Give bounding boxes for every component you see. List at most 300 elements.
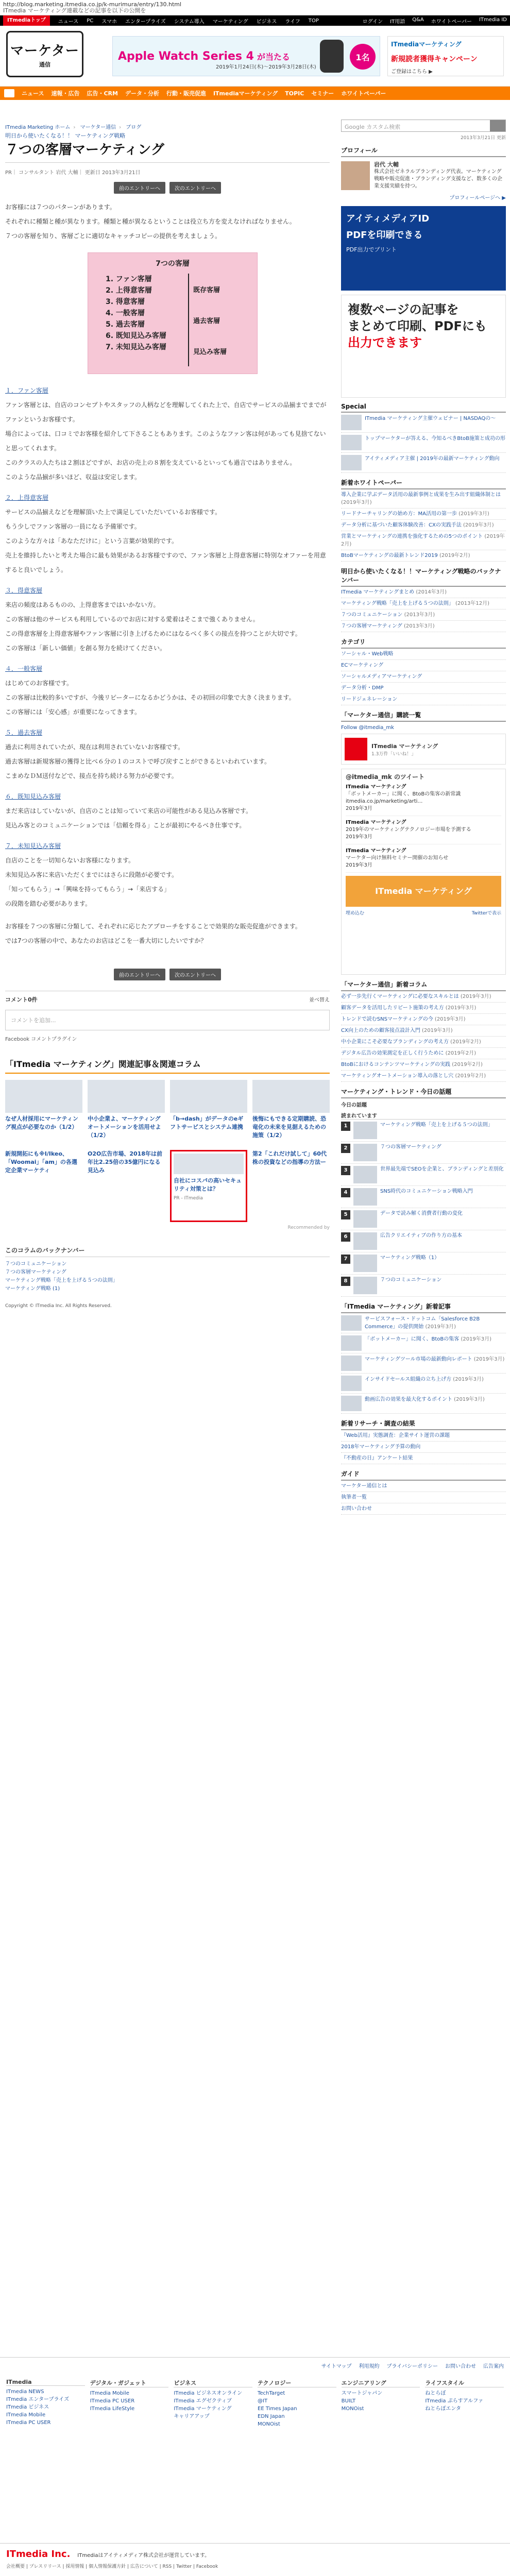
itmk-item-text: インサイドセールス組織の立ち上げ方 xyxy=(365,1377,452,1382)
logo-main-text: マーケター xyxy=(10,43,79,59)
ranking-thumbnail xyxy=(353,1232,377,1250)
banner-subtitle: が当たる xyxy=(257,52,291,62)
marketer-column-item-date: (2019年2月) xyxy=(453,1073,486,1079)
section-paragraph: 未知見込み客に来店いただくまでにはさらに段階が必要です。 xyxy=(5,871,178,878)
footer-column-item[interactable]: ITmedia NEWS xyxy=(6,2389,44,2395)
category-nav-item[interactable]: ニュース xyxy=(22,90,44,97)
closing-paragraph: では7つの客層の中で、あなたのお店はどこを一番大切にしたいですか？ xyxy=(5,937,207,944)
footer-column-item[interactable]: BUILT xyxy=(341,2398,356,2404)
related-thumbnail xyxy=(170,1080,247,1113)
footer-tagline: ITmediaはアイティメディア株式会社が運営しています。 xyxy=(77,2553,210,2558)
banner-badge: 1名 xyxy=(350,44,376,70)
author-name: 岩代 大輔 xyxy=(374,161,399,168)
column-item[interactable] xyxy=(341,621,506,632)
footer-column-item[interactable]: ITmedia エグゼクティブ xyxy=(174,2398,232,2404)
related-heading: 「ITmedia マーケティング」関連記事＆関連コラム xyxy=(5,1058,330,1074)
footer-column-item[interactable]: スマートジャパン xyxy=(341,2391,383,2396)
footer-column-item[interactable]: ITmedia PC USER xyxy=(6,2420,51,2426)
footer-column-item[interactable]: MONOist xyxy=(341,2406,364,2412)
global-nav-right-item[interactable]: ホワイトペーパー xyxy=(431,19,472,25)
ranking-number: 1 xyxy=(341,1122,350,1131)
intro-paragraph: それぞれに種類と種が異なります。種類と種が異なるということは役立ち方を変えなければなりません。 xyxy=(5,218,296,225)
marketer-column-item[interactable] xyxy=(341,1037,506,1048)
marketer-column-item[interactable] xyxy=(341,1048,506,1059)
special-item[interactable] xyxy=(341,453,506,473)
twitter-heading: @itmedia_mk のツイート xyxy=(346,773,425,781)
home-icon[interactable] xyxy=(4,89,14,97)
pager-top xyxy=(5,182,330,194)
segment-item: 2. 上得意客層 xyxy=(106,286,152,295)
facebook-page-name: ITmedia マーケティング xyxy=(371,742,438,750)
ranking-item[interactable] xyxy=(341,1120,506,1142)
ranking-number: 8 xyxy=(341,1277,350,1286)
ranking-number: 7 xyxy=(341,1255,350,1264)
ranking-item[interactable] xyxy=(341,1252,506,1275)
itmk-item-text: 「ボットメーカー」に聞く、BtoBの集客 xyxy=(365,1336,460,1342)
search-box xyxy=(341,120,506,132)
guide-list xyxy=(341,1481,506,1515)
whitepaper-item-date: (2019年3月) xyxy=(456,511,489,517)
category-nav-item[interactable]: セミナー xyxy=(311,90,334,97)
cat-item[interactable]: ソーシャルメディアマーケティング xyxy=(341,671,506,683)
footer-column-heading: ライフスタイル xyxy=(425,2379,504,2387)
global-nav-item[interactable]: エンタープライズ xyxy=(125,19,166,25)
ad-text: PDF出力でプリント xyxy=(346,246,397,253)
footer-column-item[interactable]: EDN Japan xyxy=(258,2414,285,2419)
column-item-text: ７つの客層マーケティング xyxy=(341,623,402,629)
marketer-column-item[interactable] xyxy=(341,991,506,1003)
marketer-column-item-date: (2019年3月) xyxy=(420,1028,453,1033)
special-list xyxy=(341,413,506,473)
footer-column xyxy=(342,2379,420,2428)
special-item-text: ITmedia マーケティング主催ウェビナー | NASDAQの〜 xyxy=(365,416,496,421)
global-nav-item[interactable]: スマホ xyxy=(101,19,117,25)
backnumber-item[interactable]: ７つの客層マーケティング xyxy=(5,1269,66,1275)
site-footer xyxy=(0,2357,510,2576)
footer-column-item[interactable]: @IT xyxy=(258,2398,268,2404)
footer-column-heading: テクノロジー xyxy=(258,2379,336,2387)
marketer-column-item[interactable] xyxy=(341,1059,506,1071)
survey-item[interactable]: 2018年マーケティング予算の動向 xyxy=(341,1442,506,1453)
section-paragraph: サービスの品揃えなどを理解頂いた上で満足していただいているお客様です。 xyxy=(5,509,222,516)
whitepaper-item[interactable] xyxy=(341,489,506,509)
section-paragraph: この客層は比較的多いですが、今後リピーターになるかどうかは、その初回の印象で大きく決まります。 xyxy=(5,694,295,701)
whitepaper-item-date: (2019年3月) xyxy=(461,522,494,528)
footer-column-item[interactable]: ねとらぼエンタ xyxy=(425,2406,461,2412)
survey-item[interactable]: 『不動産の日』アンケート結果 xyxy=(341,1453,506,1464)
footer-column xyxy=(90,2379,169,2428)
ranking-number: 3 xyxy=(341,1166,350,1175)
global-nav-right-item[interactable]: ITmedia ID xyxy=(479,16,507,23)
itmk-item[interactable] xyxy=(341,1353,506,1374)
special-item[interactable] xyxy=(341,433,506,453)
profile xyxy=(341,161,506,190)
cat-item[interactable]: データ分析・DMP xyxy=(341,683,506,694)
comment-sort[interactable]: 並べ替え xyxy=(309,997,330,1003)
whitepaper-item[interactable] xyxy=(341,509,506,520)
ad-itmedia-id[interactable] xyxy=(341,206,506,291)
footer-column-item[interactable]: MONOist xyxy=(258,2421,280,2427)
itmk-item-thumbnail xyxy=(341,1396,362,1411)
marketer-column-item-text: デジタル広告の効果測定を正しく行うために xyxy=(341,1050,444,1056)
campaign-title: 新規読者獲得キャンペーン xyxy=(391,55,478,63)
segment-item: 4. 一般客層 xyxy=(106,309,145,317)
url-sub-text: ITmedia マーケティング連載などの記事を以下の公開を xyxy=(3,7,146,14)
section-paragraph: まだ来店はしていないが、自店のことは知っていて来店の可能性がある見込み客層です。 xyxy=(5,807,252,815)
facebook-page-logo xyxy=(345,738,367,760)
profile-heading: プロフィール xyxy=(341,146,506,157)
related-grid-1 xyxy=(5,1080,330,1140)
whitepaper-item[interactable] xyxy=(341,520,506,531)
footer-column-item[interactable]: ITmedia LifeStyle xyxy=(90,2406,135,2412)
section-paragraph: の段階を踏む必要があります。 xyxy=(5,900,92,907)
special-item[interactable] xyxy=(341,413,506,433)
ranking-item[interactable] xyxy=(341,1142,506,1164)
marketer-column-item-text: 必ず一歩先行くマーケティングに必要なスキルとは xyxy=(341,994,459,999)
ad-line: 出力できます xyxy=(348,335,422,350)
category-nav-item[interactable]: ITmediaマーケティング xyxy=(213,90,278,97)
footer-column-item[interactable]: ITmedia ビジネスオンライン xyxy=(174,2391,243,2396)
related-card[interactable]: 後悔にもできる定期購読、恐竜化の未来を見据えるための施策（1/2） xyxy=(252,1080,330,1140)
itmk-item[interactable] xyxy=(341,1374,506,1394)
footer-column-item[interactable]: TechTarget xyxy=(258,2391,285,2396)
banner-date: 2019年1月24日(木)〜2019年3月28日(木) xyxy=(216,64,316,70)
facebook-likes: 1.3万件「いいね！」 xyxy=(371,751,416,757)
tweet[interactable] xyxy=(346,781,501,816)
column-item-date: (2013年3月) xyxy=(402,623,435,629)
footer-nav xyxy=(0,2358,510,2374)
section-paragraph: 過去に利用されていたが、現在は利用されていないお客様です。 xyxy=(5,743,184,751)
global-nav-item[interactable]: システム導入 xyxy=(174,19,205,25)
twitter-timeline xyxy=(341,769,506,975)
url-text: http://blog.marketing.itmedia.co.jp/k-murimura/entry/130.html xyxy=(3,1,182,8)
section-paragraph: ファン客層とは、自店のコンセプトやスタッフの人柄などを理解してくれた上で、自店でサービスの品揃までまでがファンというお客様です。 xyxy=(5,401,327,423)
footer-column-item[interactable]: キャリアアップ xyxy=(174,2414,210,2419)
footer-nav-item[interactable]: サイトマップ xyxy=(321,2364,352,2369)
global-nav-item[interactable]: PC xyxy=(87,18,94,24)
column-item-date: (2014年3月) xyxy=(414,589,447,595)
global-nav-right-item[interactable]: Q&A xyxy=(412,16,424,23)
footer-logo[interactable]: ITmedia Inc. xyxy=(6,2549,71,2560)
column-item-text: ７つのコミュニケーション xyxy=(341,612,403,618)
itmk-item[interactable] xyxy=(341,1394,506,1414)
next-entry-button[interactable]: 次のエントリーへ xyxy=(169,969,221,980)
marketer-column-item-date: (2019年2月) xyxy=(444,1050,477,1056)
marketer-column-heading: 「マーケター通信」新着コラム xyxy=(341,980,506,991)
global-nav-right-item[interactable]: IT用語 xyxy=(390,19,405,25)
tweet-date: 2019年3月 xyxy=(346,862,372,868)
special-heading: Special xyxy=(341,403,506,413)
section-heading: ２．上得意客層 xyxy=(5,494,49,501)
global-nav-item[interactable]: TOP xyxy=(308,18,319,24)
related-thumbnail xyxy=(5,1080,82,1113)
comment-input[interactable]: コメントを追加... xyxy=(5,1010,330,1030)
footer-column-item[interactable]: EE Times Japan xyxy=(258,2406,297,2412)
tweet-user: ITmedia マーケティング xyxy=(346,820,406,825)
whitepaper-item-text: 導入企業に学ぶデータ活用の最新事例と成果を生み出す組織体制とは xyxy=(341,492,501,498)
tweet[interactable] xyxy=(346,816,501,844)
category-nav-item[interactable]: データ・分析 xyxy=(125,90,159,97)
footer-column-item[interactable]: ITmedia エンタープライズ xyxy=(6,2397,70,2402)
tweet-text: 2019年のマーケティングテクノロジー市場を予測する xyxy=(346,827,471,833)
view-on-twitter-link[interactable]: Twitterで表示 xyxy=(471,911,501,916)
section-paragraph: 場合によっては、口コミでお客様を紹介して下さることもあります。このようなファン客は何があっても見捨てないと思ってくれます。 xyxy=(5,430,326,452)
cat-item[interactable]: リードジェネレーション xyxy=(341,694,506,705)
breadcrumb-item[interactable]: ブログ xyxy=(126,125,142,130)
footer-links[interactable]: 会社概要 | プレスリリース | 採用情報 | 個人情報保護方針 | 広告について | RSS | Twitter | Facebook xyxy=(6,2564,218,2569)
footer-column-item[interactable]: ITmedia Mobile xyxy=(6,2412,46,2418)
ranking-text: マーケティング戦略「売上を上げる５つの法則」 xyxy=(380,1122,493,1128)
intro-paragraph: お客様には７つのパターンがあります。 xyxy=(5,204,116,211)
breadcrumb-item[interactable]: マーケター通信 xyxy=(80,125,116,130)
section-paragraph: こまめなＤＭ送付などで、接点を持ち続ける努力が必要です。 xyxy=(5,772,178,779)
section-paragraph: このような品揃が多いほど、収益は安定します。 xyxy=(5,473,141,481)
ranking-item[interactable] xyxy=(341,1186,506,1208)
customer-segments-figure xyxy=(88,252,258,374)
whitepaper-item-text: BtoBマーケティングの最新トレンド2019 xyxy=(341,553,438,558)
author-avatar xyxy=(341,161,370,190)
tweet-date: 2019年3月 xyxy=(346,834,372,840)
survey-heading: 新着リサーチ・調査の結果 xyxy=(341,1419,506,1430)
tweet-date: 2019年3月 xyxy=(346,806,372,811)
related-card[interactable]: なぜ人材採用にマーケティング視点が必要なのか（1/2） xyxy=(5,1080,82,1140)
figure-title: 7つの客層 xyxy=(156,260,190,268)
tweet-user: ITmedia マーケティング xyxy=(346,848,406,854)
footer-nav-item[interactable]: お問い合わせ xyxy=(445,2364,476,2369)
related-card[interactable]: 中小企業よ、マーケティングオートメーションを活用せよ（1/2） xyxy=(88,1080,165,1140)
column-item-date: (2013年3月) xyxy=(402,612,435,618)
article-kicker[interactable]: 明日から使いたくなる！！ マーケティング戦略 xyxy=(5,132,126,139)
column-item[interactable] xyxy=(341,598,506,609)
section-heading: ３．得意客層 xyxy=(5,587,43,594)
global-nav-right-item[interactable]: ログイン xyxy=(362,19,383,25)
itmk-item[interactable] xyxy=(341,1333,506,1353)
column-item[interactable] xyxy=(341,609,506,621)
footer-column-item[interactable]: ITmedia マーケティング xyxy=(174,2406,232,2412)
section-paragraph: この客層には「安心感」が重要になってきます。 xyxy=(5,708,141,716)
cat-item[interactable]: ECマーケティング xyxy=(341,660,506,671)
copyright: Copyright © ITmedia Inc. All Rights Reserved. xyxy=(5,1303,112,1309)
next-entry-button[interactable]: 次のエントリーへ xyxy=(169,182,221,194)
whitepaper-item-text: リードナーチャリングの始め方：MA活用の第一歩 xyxy=(341,511,457,517)
column-item-text: ITmedia マーケティングまとめ xyxy=(341,589,415,595)
whitepaper-list xyxy=(341,489,506,562)
ad-title: アイティメディアID xyxy=(346,213,430,224)
ad-banner-campaign[interactable] xyxy=(387,36,504,76)
ranking-item[interactable] xyxy=(341,1230,506,1252)
footer-column-item[interactable]: ITmedia ぷらすアルファ xyxy=(425,2398,484,2404)
search-button[interactable] xyxy=(490,120,505,131)
global-nav-item[interactable]: ライフ xyxy=(285,19,300,25)
footer-column-item[interactable]: ねとらぼ xyxy=(425,2391,446,2396)
segment-group: 既存客層 xyxy=(188,274,250,304)
marketer-column-item-date: (2019年2月) xyxy=(450,1062,483,1067)
prev-entry-button[interactable]: 前のエントリーへ xyxy=(114,969,165,980)
tweet[interactable] xyxy=(346,844,501,873)
global-nav-item[interactable]: ニュース xyxy=(58,19,79,25)
ranking-text: ７つの客層マーケティング xyxy=(380,1144,441,1150)
segment-item: 7. 未知見込み客層 xyxy=(106,343,166,351)
sponsored-thumbnail xyxy=(174,1154,244,1174)
site-logo[interactable] xyxy=(6,31,83,77)
footer-column xyxy=(258,2379,336,2428)
guide-item[interactable]: お問い合わせ xyxy=(341,1503,506,1515)
ranking-number: 5 xyxy=(341,1210,350,1219)
global-nav-item[interactable]: ビジネス xyxy=(256,19,277,25)
segment-group: 過去客層 xyxy=(188,304,250,335)
category-nav-item[interactable]: ホワイトペーパー xyxy=(341,90,386,97)
section-paragraph: 売上を維持したいと考えた場合に最も効果があるお客様ですので、ファン客層と上得意客層に特別なオファーを用意すると良いでしょう。 xyxy=(5,552,326,573)
embed-link[interactable]: 埋め込む xyxy=(346,911,365,916)
ranking-thumbnail xyxy=(353,1210,377,1228)
marketer-column-item-date: (2019年3月) xyxy=(444,1005,477,1011)
related-card[interactable]: 「b→dash」がデータのeギフトサービスとシステム連携 xyxy=(170,1080,247,1140)
facebook-page-box[interactable] xyxy=(341,734,506,765)
category-nav-item[interactable]: 広告・CRM xyxy=(87,90,118,97)
category-nav-item[interactable]: 行動・販売促進 xyxy=(166,90,206,97)
related-card[interactable]: O2O広告市場、2018年は前年比2.25倍の35億円になる見込み xyxy=(88,1150,162,1174)
global-nav-right xyxy=(363,17,507,25)
guide-item[interactable]: マーケター通信とは xyxy=(341,1481,506,1492)
category-nav-item[interactable]: 速報・広告 xyxy=(51,90,80,97)
ranking-text: マーケティング戦略（1） xyxy=(380,1255,440,1261)
footer-nav-item[interactable]: プライバシーポリシー xyxy=(386,2364,438,2369)
itmk-item[interactable] xyxy=(341,1313,506,1333)
section-paragraph: 見込み客とのコミュニケーションでは「信頼を得る」ことが最初にやるべき仕事です。 xyxy=(5,822,246,829)
footer-column-heading: ビジネス xyxy=(174,2379,252,2387)
breadcrumb-item[interactable]: ITmedia Marketing ホーム xyxy=(5,125,71,130)
sponsored-card[interactable]: 自社にコスパの高いセキュリティ対策とは？ PR - ITmedia xyxy=(170,1150,247,1222)
search-input[interactable]: Google カスタム検索 xyxy=(345,124,401,130)
tweet-image: ITmedia マーケティング xyxy=(346,876,501,907)
whitepaper-item-date: (2019年2月) xyxy=(341,534,505,547)
survey-item[interactable]: 『Web活用』実態調査：企業サイト運営の課題 xyxy=(341,1430,506,1442)
marketer-column-item-text: BtoBにおけるコンテンツマーケティングの実践 xyxy=(341,1062,451,1067)
section-paragraph: 自店のことを一切知らないお客様になります。 xyxy=(5,857,135,864)
marketer-column-item[interactable] xyxy=(341,1014,506,1025)
category-nav-item[interactable]: TOPIC xyxy=(285,90,304,97)
marketer-column-item[interactable] xyxy=(341,1003,506,1014)
profile-link[interactable]: プロフィールページへ ▶ xyxy=(449,195,506,201)
global-nav-item[interactable]: マーケティング xyxy=(212,19,248,25)
whitepaper-item-text: データ分析に基づいた顧客体験改善：CXの実践手法 xyxy=(341,522,462,528)
article-sections xyxy=(5,383,330,911)
marketer-column-item-text: 顧客データを活用したリピート施策の考え方 xyxy=(341,1005,444,1011)
special-item-thumbnail xyxy=(341,455,362,470)
itmk-item-text: サービスフォース・ドットコム「Salesforce B2B Commerce」の提供開始 xyxy=(365,1316,480,1330)
url-bar xyxy=(0,0,510,15)
footer-nav-item[interactable]: 広告案内 xyxy=(483,2364,504,2369)
facebook-plugin-label[interactable]: Facebook コメントプラグイン xyxy=(5,1037,77,1042)
global-nav-active[interactable]: ITmediaトップ xyxy=(3,15,50,26)
breadcrumb: ITmedia Marketing ホーム › マーケター通信 › ブログ xyxy=(5,125,142,130)
column-backnumber-list xyxy=(341,587,506,632)
ad-line: 複数ページの記事を xyxy=(348,302,459,317)
column-item-text: マーケティング戦略「売上を上げる５つの法則」 xyxy=(341,601,454,606)
ranking-thumbnail xyxy=(353,1188,377,1206)
pager-bottom xyxy=(5,969,330,980)
ranking-item[interactable] xyxy=(341,1275,506,1297)
whitepaper-item[interactable] xyxy=(341,531,506,550)
ranking-thumbnail xyxy=(353,1122,377,1139)
itmk-item-thumbnail xyxy=(341,1315,362,1331)
guide-item[interactable]: 執筆者一覧 xyxy=(341,1492,506,1503)
section-heading: ５．過去客層 xyxy=(5,729,43,736)
section-paragraph: 過去客層は新規客層の獲得と比べ６分の１のコストで呼び戻すことができるといわれています。 xyxy=(5,758,271,765)
marketer-column-item[interactable] xyxy=(341,1025,506,1037)
backnumber-item[interactable]: ７つのコミュニケーション xyxy=(5,1261,67,1267)
twitter-follow-button[interactable]: Follow @itmedia_mk xyxy=(341,725,394,731)
campaign-brand: ITmediaマーケティング xyxy=(391,41,462,48)
itmk-item-text: 動画広告の効果を最大化するポイント xyxy=(365,1397,452,1402)
footer-column-heading: デジタル・ガジェット xyxy=(90,2379,169,2387)
ad-banner-apple-watch[interactable] xyxy=(112,36,380,76)
footer-column-item[interactable]: ITmedia PC USER xyxy=(90,2398,135,2404)
footer-column xyxy=(174,2379,252,2428)
ranking-thumbnail xyxy=(353,1277,377,1294)
segment-item: 1. ファン客層 xyxy=(106,275,152,283)
whitepaper-item[interactable] xyxy=(341,550,506,562)
footer-nav-item[interactable]: 利用規約 xyxy=(359,2364,380,2369)
segment-item: 6. 既知見込み客層 xyxy=(106,332,166,340)
itmk-item-date: (2019年3月) xyxy=(423,1324,456,1330)
backnumber-item[interactable]: マーケティング戦略 (1) xyxy=(5,1286,60,1292)
itmk-item-thumbnail xyxy=(341,1355,362,1371)
cat-item[interactable]: ソーシャル・Web戦略 xyxy=(341,649,506,660)
ranking-thumbnail xyxy=(353,1255,377,1272)
feed-heading: 「マーケター通信」購読一覧 xyxy=(341,710,506,722)
related-card[interactable]: 第2「これだけ試して」60代株の投資などの指導の方法ー xyxy=(252,1150,327,1165)
marketer-column-item-text: 中小企業にこそ必要なブランディングの考え方 xyxy=(341,1039,449,1045)
prev-entry-button[interactable]: 前のエントリーへ xyxy=(114,182,165,194)
category-heading: カテゴリ xyxy=(341,637,506,649)
ranking-heading: マーケティング・トレンド・今日の話題 xyxy=(341,1087,506,1098)
ranking-item[interactable] xyxy=(341,1164,506,1186)
ranking-subheading: 今日の話題 xyxy=(341,1103,367,1108)
sidebar xyxy=(341,120,506,1515)
ad-print-pdf[interactable] xyxy=(341,295,506,398)
marketer-column-item[interactable] xyxy=(341,1071,506,1082)
related-grid-2 xyxy=(5,1150,330,1222)
intro-paragraph: ７つの客層を知り、客層ごとに適切なキャッチコピーの提供を考えましょう。 xyxy=(5,232,222,240)
itmk-item-date: (2019年3月) xyxy=(459,1336,492,1342)
related-thumbnail xyxy=(252,1080,330,1113)
whitepaper-item-date: (2019年3月) xyxy=(341,500,372,505)
itmk-item-thumbnail xyxy=(341,1376,362,1391)
author-bio: 株式会社ゼネラルブランディング代表。マーケティング戦略や販売促進・ブランディング支援など、数多くの企業支援実績を持つ。 xyxy=(374,169,502,189)
footer-column-item[interactable]: ITmedia Mobile xyxy=(90,2391,129,2396)
ranking-text: SNS時代のコミュニケーション戦略入門 xyxy=(380,1189,473,1194)
marketer-column-item-text: トレンドで読むSNSマーケティングの今 xyxy=(341,1016,433,1022)
watch-image xyxy=(320,40,344,73)
ranking-text: ７つのコミュニケーション xyxy=(380,1277,442,1283)
backnumber-item[interactable]: マーケティング戦略「売上を上げる５つの法則」 xyxy=(5,1278,118,1283)
itmk-item-date: (2019年3月) xyxy=(452,1397,485,1402)
ad-subtitle: PDFを印刷できる xyxy=(346,230,423,241)
marketer-column-item-date: (2019年2月) xyxy=(449,1039,481,1045)
category-list xyxy=(341,649,506,705)
footer-column-item[interactable]: ITmedia ビジネス xyxy=(6,2404,49,2410)
category-nav xyxy=(0,87,510,100)
ranking-item[interactable] xyxy=(341,1208,506,1230)
tweet-text: 「ボットメーカー」に聞く、BtoBの集客の新常識 itmedia.co.jp/marketing/arti… xyxy=(346,791,461,804)
comment-count: コメント0件 xyxy=(5,996,38,1003)
marketer-column-item-text: マーケティングオートメーション導入の落とし穴 xyxy=(341,1073,454,1079)
related-card[interactable]: 新規開拓にも※I/Ikeo、「Woomai」「am」の各選定企業マーケティ xyxy=(5,1150,77,1174)
column-item[interactable] xyxy=(341,587,506,598)
footer-bottom xyxy=(0,2543,510,2576)
site-header xyxy=(0,26,510,87)
